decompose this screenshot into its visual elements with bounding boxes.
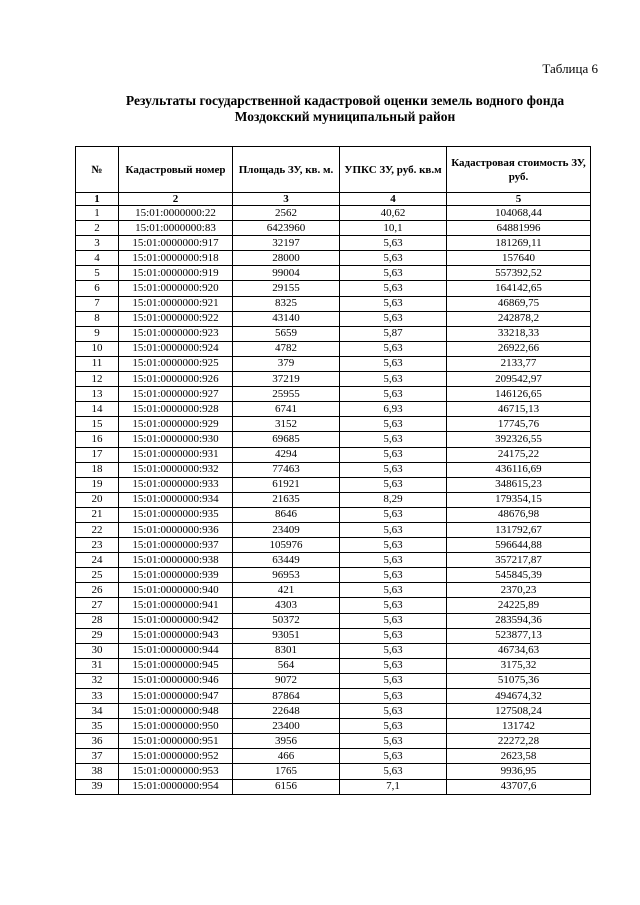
cadastral-value-cell: 146126,65 (447, 387, 591, 402)
area-cell: 8301 (233, 643, 340, 658)
cadastral-value-cell: 24225,89 (447, 598, 591, 613)
table-row (76, 311, 591, 326)
cadastral-number-cell: 15:01:0000000:941 (119, 598, 233, 613)
table-row (76, 206, 591, 221)
cadastral-number-cell: 15:01:0000000:929 (119, 417, 233, 432)
specific-value-cell: 5,63 (340, 628, 447, 643)
cadastral-value-cell: 46869,75 (447, 296, 591, 311)
cadastral-value-cell: 17745,76 (447, 417, 591, 432)
specific-value-cell: 5,63 (340, 568, 447, 583)
table-row (76, 341, 591, 356)
cadastral-number-cell: 15:01:0000000:934 (119, 492, 233, 507)
cadastral-number-cell: 15:01:0000000:927 (119, 387, 233, 402)
cadastral-number-cell: 15:01:0000000:948 (119, 704, 233, 719)
area-cell: 8646 (233, 507, 340, 522)
row-number-cell: 29 (76, 628, 119, 643)
specific-value-cell: 6,93 (340, 402, 447, 417)
cadastral-number-cell: 15:01:0000000:952 (119, 749, 233, 764)
header-area: Площадь ЗУ, кв. м. (233, 147, 340, 193)
table-row (76, 719, 591, 734)
area-cell: 77463 (233, 462, 340, 477)
area-cell: 5659 (233, 326, 340, 341)
area-cell: 1765 (233, 764, 340, 779)
cadastral-number-cell: 15:01:0000000:922 (119, 311, 233, 326)
cadastral-number-cell: 15:01:0000000:939 (119, 568, 233, 583)
row-number-cell: 1 (76, 206, 119, 221)
document-title (50, 93, 640, 125)
cadastral-number-cell: 15:01:0000000:953 (119, 764, 233, 779)
area-cell: 3152 (233, 417, 340, 432)
column-number-row (76, 193, 591, 206)
cadastral-number-cell: 15:01:0000000:928 (119, 402, 233, 417)
row-number-cell: 34 (76, 704, 119, 719)
column-number: 2 (119, 193, 233, 206)
row-number-cell: 35 (76, 719, 119, 734)
specific-value-cell: 5,63 (340, 643, 447, 658)
area-cell: 4303 (233, 598, 340, 613)
cadastral-number-cell: 15:01:0000000:954 (119, 779, 233, 794)
specific-value-cell: 5,63 (340, 236, 447, 251)
table-row (76, 221, 591, 236)
row-number-cell: 6 (76, 281, 119, 296)
row-number-cell: 31 (76, 658, 119, 673)
cadastral-value-cell: 24175,22 (447, 447, 591, 462)
table-row (76, 402, 591, 417)
cadastral-number-cell: 15:01:0000000:921 (119, 296, 233, 311)
row-number-cell: 20 (76, 492, 119, 507)
cadastral-value-cell: 357217,87 (447, 553, 591, 568)
cadastral-number-cell: 15:01:0000000:920 (119, 281, 233, 296)
cadastral-number-cell: 15:01:0000000:947 (119, 689, 233, 704)
table-row (76, 326, 591, 341)
specific-value-cell: 5,63 (340, 538, 447, 553)
area-cell: 8325 (233, 296, 340, 311)
cadastral-value-cell: 22272,28 (447, 734, 591, 749)
area-cell: 6156 (233, 779, 340, 794)
area-cell: 21635 (233, 492, 340, 507)
cadastral-number-cell: 15:01:0000000:924 (119, 341, 233, 356)
table-row (76, 507, 591, 522)
row-number-cell: 12 (76, 372, 119, 387)
cadastral-number-cell: 15:01:0000000:923 (119, 326, 233, 341)
row-number-cell: 5 (76, 266, 119, 281)
cadastral-value-cell: 436116,69 (447, 462, 591, 477)
row-number-cell: 30 (76, 643, 119, 658)
specific-value-cell: 5,63 (340, 311, 447, 326)
table-row (76, 749, 591, 764)
row-number-cell: 9 (76, 326, 119, 341)
area-cell: 28000 (233, 251, 340, 266)
row-number-cell: 27 (76, 598, 119, 613)
row-number-cell: 36 (76, 734, 119, 749)
cadastral-number-cell: 15:01:0000000:932 (119, 462, 233, 477)
row-number-cell: 3 (76, 236, 119, 251)
cadastral-value-cell: 33218,33 (447, 326, 591, 341)
area-cell: 87864 (233, 689, 340, 704)
row-number-cell: 21 (76, 507, 119, 522)
row-number-cell: 18 (76, 462, 119, 477)
specific-value-cell: 5,63 (340, 477, 447, 492)
specific-value-cell: 5,63 (340, 417, 447, 432)
column-number: 3 (233, 193, 340, 206)
area-cell: 9072 (233, 673, 340, 688)
cadastral-number-cell: 15:01:0000000:940 (119, 583, 233, 598)
area-cell: 32197 (233, 236, 340, 251)
table-row (76, 266, 591, 281)
cadastral-value-cell: 127508,24 (447, 704, 591, 719)
row-number-cell: 33 (76, 689, 119, 704)
area-cell: 6741 (233, 402, 340, 417)
table-row (76, 432, 591, 447)
area-cell: 23409 (233, 522, 340, 537)
area-cell: 43140 (233, 311, 340, 326)
area-cell: 25955 (233, 387, 340, 402)
header-number: № (76, 147, 119, 193)
row-number-cell: 16 (76, 432, 119, 447)
cadastral-number-cell: 15:01:0000000:936 (119, 522, 233, 537)
specific-value-cell: 40,62 (340, 206, 447, 221)
area-cell: 2562 (233, 206, 340, 221)
cadastral-value-cell: 523877,13 (447, 628, 591, 643)
cadastral-value-cell: 131792,67 (447, 522, 591, 537)
specific-value-cell: 5,63 (340, 704, 447, 719)
specific-value-cell: 5,63 (340, 432, 447, 447)
row-number-cell: 37 (76, 749, 119, 764)
cadastral-number-cell: 15:01:0000000:950 (119, 719, 233, 734)
specific-value-cell: 5,63 (340, 719, 447, 734)
cadastral-value-cell: 51075,36 (447, 673, 591, 688)
table-row (76, 522, 591, 537)
cadastral-value-cell: 48676,98 (447, 507, 591, 522)
cadastral-value-cell: 26922,66 (447, 341, 591, 356)
cadastral-number-cell: 15:01:0000000:951 (119, 734, 233, 749)
table-row (76, 568, 591, 583)
area-cell: 4294 (233, 447, 340, 462)
specific-value-cell: 5,63 (340, 251, 447, 266)
cadastral-value-cell: 9936,95 (447, 764, 591, 779)
table-row (76, 281, 591, 296)
row-number-cell: 10 (76, 341, 119, 356)
cadastral-number-cell: 15:01:0000000:22 (119, 206, 233, 221)
table-row (76, 477, 591, 492)
header-row (76, 147, 591, 193)
row-number-cell: 4 (76, 251, 119, 266)
row-number-cell: 17 (76, 447, 119, 462)
specific-value-cell: 5,63 (340, 447, 447, 462)
area-cell: 22648 (233, 704, 340, 719)
cadastral-value-cell: 209542,97 (447, 372, 591, 387)
table-row (76, 492, 591, 507)
specific-value-cell: 5,63 (340, 387, 447, 402)
column-number: 4 (340, 193, 447, 206)
table-row (76, 462, 591, 477)
cadastral-value-cell: 596644,88 (447, 538, 591, 553)
row-number-cell: 13 (76, 387, 119, 402)
cadastral-number-cell: 15:01:0000000:937 (119, 538, 233, 553)
cadastral-value-cell: 494674,32 (447, 689, 591, 704)
cadastral-number-cell: 15:01:0000000:926 (119, 372, 233, 387)
cadastral-number-cell: 15:01:0000000:930 (119, 432, 233, 447)
cadastral-number-cell: 15:01:0000000:919 (119, 266, 233, 281)
cadastral-value-cell: 131742 (447, 719, 591, 734)
specific-value-cell: 5,63 (340, 734, 447, 749)
cadastral-number-cell: 15:01:0000000:946 (119, 673, 233, 688)
area-cell: 99004 (233, 266, 340, 281)
cadastral-table (75, 146, 591, 795)
specific-value-cell: 5,63 (340, 553, 447, 568)
row-number-cell: 24 (76, 553, 119, 568)
cadastral-number-cell: 15:01:0000000:944 (119, 643, 233, 658)
specific-value-cell: 5,63 (340, 749, 447, 764)
row-number-cell: 26 (76, 583, 119, 598)
cadastral-number-cell: 15:01:0000000:917 (119, 236, 233, 251)
cadastral-value-cell: 2623,58 (447, 749, 591, 764)
area-cell: 379 (233, 356, 340, 371)
cadastral-value-cell: 104068,44 (447, 206, 591, 221)
row-number-cell: 14 (76, 402, 119, 417)
area-cell: 29155 (233, 281, 340, 296)
row-number-cell: 11 (76, 356, 119, 371)
specific-value-cell: 10,1 (340, 221, 447, 236)
area-cell: 61921 (233, 477, 340, 492)
row-number-cell: 15 (76, 417, 119, 432)
cadastral-number-cell: 15:01:0000000:918 (119, 251, 233, 266)
row-number-cell: 25 (76, 568, 119, 583)
area-cell: 23400 (233, 719, 340, 734)
specific-value-cell: 5,63 (340, 281, 447, 296)
area-cell: 105976 (233, 538, 340, 553)
table-row (76, 628, 591, 643)
area-cell: 6423960 (233, 221, 340, 236)
header-cadastral-number: Кадастровый номер (119, 147, 233, 193)
table-row (76, 689, 591, 704)
table-row (76, 734, 591, 749)
cadastral-value-cell: 2370,23 (447, 583, 591, 598)
specific-value-cell: 5,63 (340, 296, 447, 311)
title-line-1: Результаты государственной кадастровой оценки земель водного фонда (125, 93, 565, 108)
header-cadastral-value: Кадастровая стоимость ЗУ, руб. (447, 147, 591, 193)
specific-value-cell: 5,63 (340, 462, 447, 477)
table-row (76, 643, 591, 658)
cadastral-value-cell: 283594,36 (447, 613, 591, 628)
table-row (76, 417, 591, 432)
row-number-cell: 22 (76, 522, 119, 537)
cadastral-value-cell: 46734,63 (447, 643, 591, 658)
cadastral-number-cell: 15:01:0000000:935 (119, 507, 233, 522)
cadastral-value-cell: 392326,55 (447, 432, 591, 447)
specific-value-cell: 5,63 (340, 372, 447, 387)
table-row (76, 447, 591, 462)
cadastral-number-cell: 15:01:0000000:943 (119, 628, 233, 643)
table-row (76, 764, 591, 779)
area-cell: 96953 (233, 568, 340, 583)
cadastral-value-cell: 242878,2 (447, 311, 591, 326)
column-number: 1 (76, 193, 119, 206)
table-row (76, 673, 591, 688)
table-row (76, 598, 591, 613)
specific-value-cell: 5,63 (340, 689, 447, 704)
specific-value-cell: 5,63 (340, 673, 447, 688)
cadastral-value-cell: 557392,52 (447, 266, 591, 281)
cadastral-number-cell: 15:01:0000000:945 (119, 658, 233, 673)
cadastral-number-cell: 15:01:0000000:933 (119, 477, 233, 492)
table-row (76, 296, 591, 311)
row-number-cell: 23 (76, 538, 119, 553)
column-number: 5 (447, 193, 591, 206)
table-row (76, 236, 591, 251)
table-row (76, 658, 591, 673)
table-row (76, 387, 591, 402)
specific-value-cell: 5,63 (340, 507, 447, 522)
specific-value-cell: 5,87 (340, 326, 447, 341)
table-row (76, 779, 591, 794)
specific-value-cell: 5,63 (340, 583, 447, 598)
area-cell: 50372 (233, 613, 340, 628)
area-cell: 63449 (233, 553, 340, 568)
cadastral-value-cell: 181269,11 (447, 236, 591, 251)
cadastral-number-cell: 15:01:0000000:942 (119, 613, 233, 628)
cadastral-value-cell: 545845,39 (447, 568, 591, 583)
area-cell: 37219 (233, 372, 340, 387)
row-number-cell: 39 (76, 779, 119, 794)
specific-value-cell: 5,63 (340, 341, 447, 356)
table-row (76, 356, 591, 371)
specific-value-cell: 5,63 (340, 613, 447, 628)
table-row (76, 553, 591, 568)
title-line-2: Моздокский муниципальный район (234, 109, 456, 124)
cadastral-value-cell: 64881996 (447, 221, 591, 236)
area-cell: 4782 (233, 341, 340, 356)
area-cell: 69685 (233, 432, 340, 447)
row-number-cell: 28 (76, 613, 119, 628)
cadastral-value-cell: 46715,13 (447, 402, 591, 417)
specific-value-cell: 7,1 (340, 779, 447, 794)
table-row (76, 538, 591, 553)
specific-value-cell: 5,63 (340, 522, 447, 537)
specific-value-cell: 5,63 (340, 658, 447, 673)
area-cell: 466 (233, 749, 340, 764)
table-row (76, 704, 591, 719)
cadastral-value-cell: 2133,77 (447, 356, 591, 371)
row-number-cell: 19 (76, 477, 119, 492)
cadastral-value-cell: 157640 (447, 251, 591, 266)
cadastral-number-cell: 15:01:0000000:83 (119, 221, 233, 236)
specific-value-cell: 8,29 (340, 492, 447, 507)
table-row (76, 583, 591, 598)
cadastral-number-cell: 15:01:0000000:931 (119, 447, 233, 462)
row-number-cell: 7 (76, 296, 119, 311)
table-row (76, 372, 591, 387)
specific-value-cell: 5,63 (340, 266, 447, 281)
cadastral-number-cell: 15:01:0000000:925 (119, 356, 233, 371)
row-number-cell: 8 (76, 311, 119, 326)
cadastral-value-cell: 3175,32 (447, 658, 591, 673)
area-cell: 93051 (233, 628, 340, 643)
cadastral-number-cell: 15:01:0000000:938 (119, 553, 233, 568)
specific-value-cell: 5,63 (340, 764, 447, 779)
cadastral-value-cell: 179354,15 (447, 492, 591, 507)
row-number-cell: 2 (76, 221, 119, 236)
area-cell: 3956 (233, 734, 340, 749)
cadastral-value-cell: 164142,65 (447, 281, 591, 296)
row-number-cell: 32 (76, 673, 119, 688)
area-cell: 421 (233, 583, 340, 598)
header-specific-value: УПКС ЗУ, руб. кв.м (340, 147, 447, 193)
table-row (76, 251, 591, 266)
table-body (76, 206, 591, 795)
row-number-cell: 38 (76, 764, 119, 779)
specific-value-cell: 5,63 (340, 598, 447, 613)
cadastral-value-cell: 348615,23 (447, 477, 591, 492)
cadastral-value-cell: 43707,6 (447, 779, 591, 794)
area-cell: 564 (233, 658, 340, 673)
table-row (76, 613, 591, 628)
table-caption: Таблица 6 (542, 61, 598, 76)
specific-value-cell: 5,63 (340, 356, 447, 371)
